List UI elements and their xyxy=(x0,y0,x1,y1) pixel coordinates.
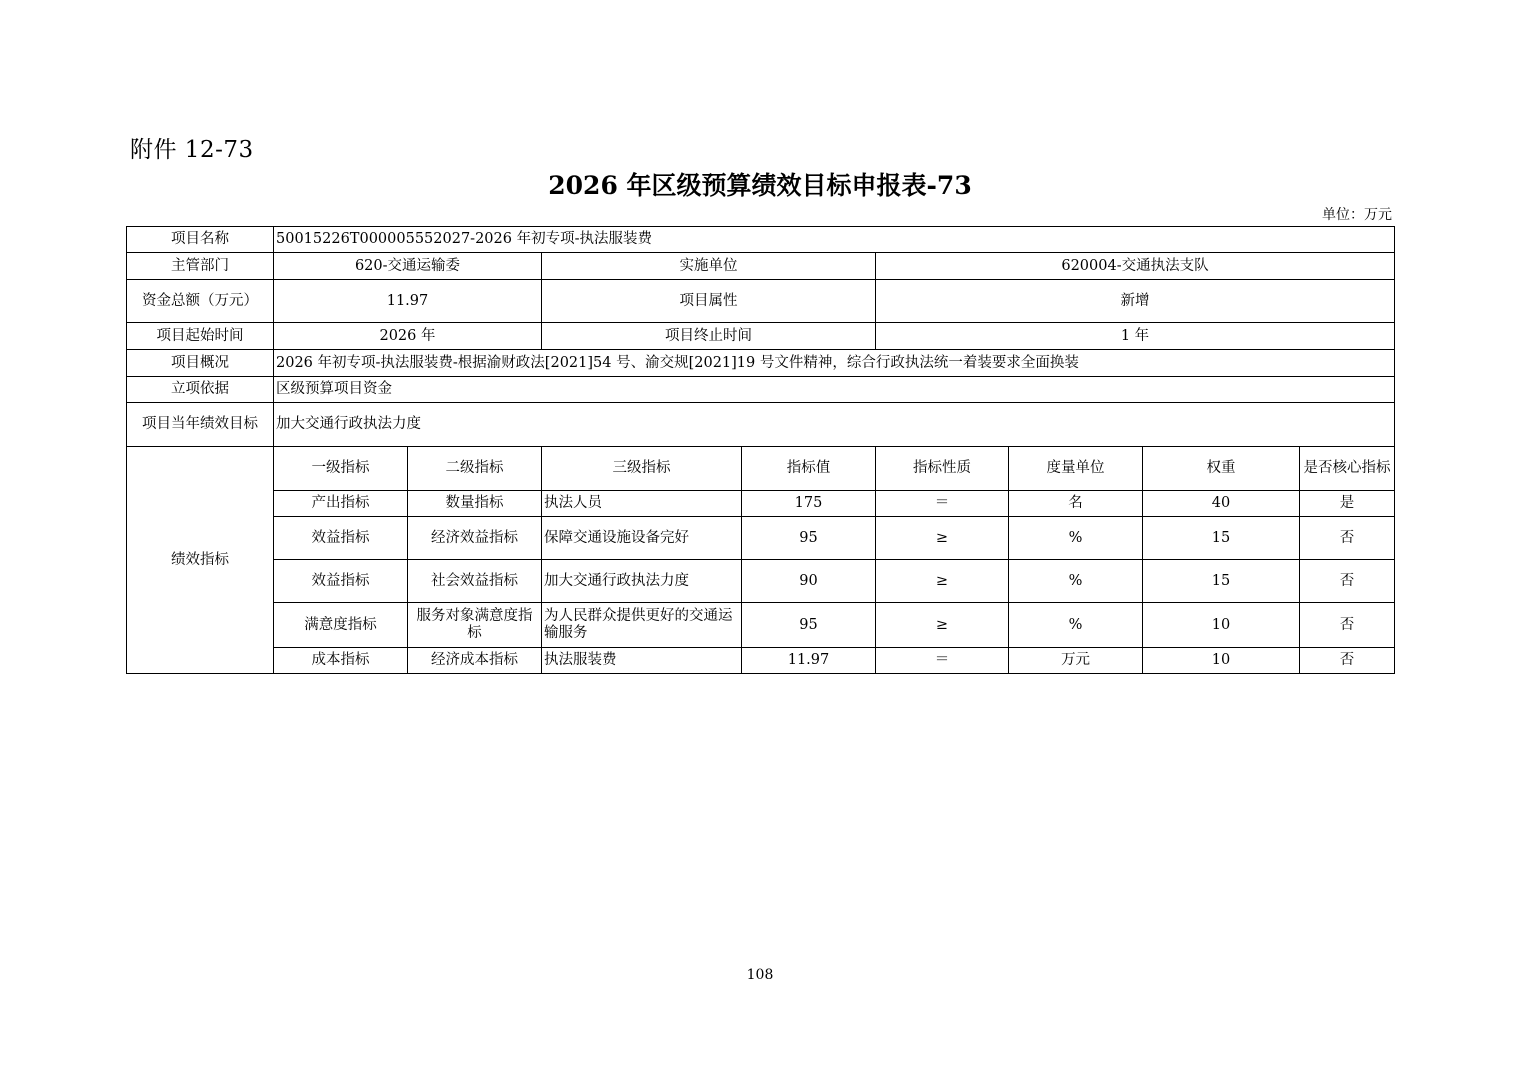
level3-cell: 保障交通设施设备完好 xyxy=(542,517,742,560)
level1-cell: 成本指标 xyxy=(274,648,408,674)
unit-cell: % xyxy=(1009,560,1143,603)
core-cell: 否 xyxy=(1300,603,1395,648)
table-row xyxy=(127,648,1395,674)
nature-cell: ≥ xyxy=(876,517,1009,560)
unit-label: 单位：万元 xyxy=(1322,207,1392,223)
start-time-label: 项目起始时间 xyxy=(127,323,274,350)
core-cell: 是 xyxy=(1300,491,1395,517)
level3-cell: 加大交通行政执法力度 xyxy=(542,560,742,603)
row-goal xyxy=(127,403,1395,447)
nature-cell: ＝ xyxy=(876,491,1009,517)
core-cell: 否 xyxy=(1300,517,1395,560)
header-unit: 度量单位 xyxy=(1009,447,1143,491)
weight-cell: 40 xyxy=(1143,491,1300,517)
unit-cell: % xyxy=(1009,603,1143,648)
implementing-unit-value: 620004-交通执法支队 xyxy=(876,253,1395,280)
row-project-name xyxy=(127,227,1395,253)
core-cell: 否 xyxy=(1300,560,1395,603)
header-weight: 权重 xyxy=(1143,447,1300,491)
page-title: 2026 年区级预算绩效目标申报表-73 xyxy=(548,171,972,200)
level2-cell: 经济成本指标 xyxy=(408,648,542,674)
table-row xyxy=(127,517,1395,560)
level3-cell: 为人民群众提供更好的交通运输服务 xyxy=(542,603,742,648)
weight-cell: 10 xyxy=(1143,648,1300,674)
level2-cell: 社会效益指标 xyxy=(408,560,542,603)
project-name-value: 50015226T000005552027-2026 年初专项-执法服装费 xyxy=(274,227,1395,253)
header-nature: 指标性质 xyxy=(876,447,1009,491)
table-row xyxy=(127,491,1395,517)
level1-cell: 效益指标 xyxy=(274,517,408,560)
page-number: 108 xyxy=(746,967,774,983)
end-time-label: 项目终止时间 xyxy=(542,323,876,350)
header-core: 是否核心指标 xyxy=(1300,447,1395,491)
value-cell: 90 xyxy=(742,560,876,603)
nature-cell: ≥ xyxy=(876,560,1009,603)
table-row xyxy=(127,603,1395,648)
fund-total-label: 资金总额（万元） xyxy=(127,280,274,323)
end-time-value: 1 年 xyxy=(876,323,1395,350)
row-basis xyxy=(127,377,1395,403)
header-level1: 一级指标 xyxy=(274,447,408,491)
project-attribute-label: 项目属性 xyxy=(542,280,876,323)
header-value: 指标值 xyxy=(742,447,876,491)
level2-cell: 经济效益指标 xyxy=(408,517,542,560)
fund-total-value: 11.97 xyxy=(274,280,542,323)
row-department xyxy=(127,253,1395,280)
value-cell: 95 xyxy=(742,603,876,648)
level1-cell: 满意度指标 xyxy=(274,603,408,648)
goal-label: 项目当年绩效目标 xyxy=(127,403,274,447)
level2-cell: 数量指标 xyxy=(408,491,542,517)
row-time xyxy=(127,323,1395,350)
budget-performance-table xyxy=(126,226,1395,674)
weight-cell: 10 xyxy=(1143,603,1300,648)
header-level3: 三级指标 xyxy=(542,447,742,491)
indicators-section-label: 绩效指标 xyxy=(127,447,274,674)
table-row xyxy=(127,560,1395,603)
value-cell: 95 xyxy=(742,517,876,560)
basis-label: 立项依据 xyxy=(127,377,274,403)
project-name-label: 项目名称 xyxy=(127,227,274,253)
weight-cell: 15 xyxy=(1143,517,1300,560)
value-cell: 11.97 xyxy=(742,648,876,674)
project-attribute-value: 新增 xyxy=(876,280,1395,323)
unit-cell: 万元 xyxy=(1009,648,1143,674)
overview-label: 项目概况 xyxy=(127,350,274,377)
row-fund xyxy=(127,280,1395,323)
weight-cell: 15 xyxy=(1143,560,1300,603)
core-cell: 否 xyxy=(1300,648,1395,674)
nature-cell: ＝ xyxy=(876,648,1009,674)
value-cell: 175 xyxy=(742,491,876,517)
indicator-header-row xyxy=(127,447,1395,491)
department-label: 主管部门 xyxy=(127,253,274,280)
goal-value: 加大交通行政执法力度 xyxy=(274,403,1395,447)
attachment-label: 附件 12-73 xyxy=(130,137,254,163)
unit-cell: 名 xyxy=(1009,491,1143,517)
unit-cell: % xyxy=(1009,517,1143,560)
nature-cell: ≥ xyxy=(876,603,1009,648)
start-time-value: 2026 年 xyxy=(274,323,542,350)
level1-cell: 效益指标 xyxy=(274,560,408,603)
header-level2: 二级指标 xyxy=(408,447,542,491)
overview-value: 2026 年初专项-执法服装费-根据渝财政法[2021]54 号、渝交规[2021]19 号文件精神，综合行政执法统一着装要求全面换装 xyxy=(274,350,1395,377)
basis-value: 区级预算项目资金 xyxy=(274,377,1395,403)
row-overview xyxy=(127,350,1395,377)
level3-cell: 执法服装费 xyxy=(542,648,742,674)
implementing-unit-label: 实施单位 xyxy=(542,253,876,280)
level2-cell: 服务对象满意度指标 xyxy=(408,603,542,648)
level3-cell: 执法人员 xyxy=(542,491,742,517)
department-value: 620-交通运输委 xyxy=(274,253,542,280)
level1-cell: 产出指标 xyxy=(274,491,408,517)
